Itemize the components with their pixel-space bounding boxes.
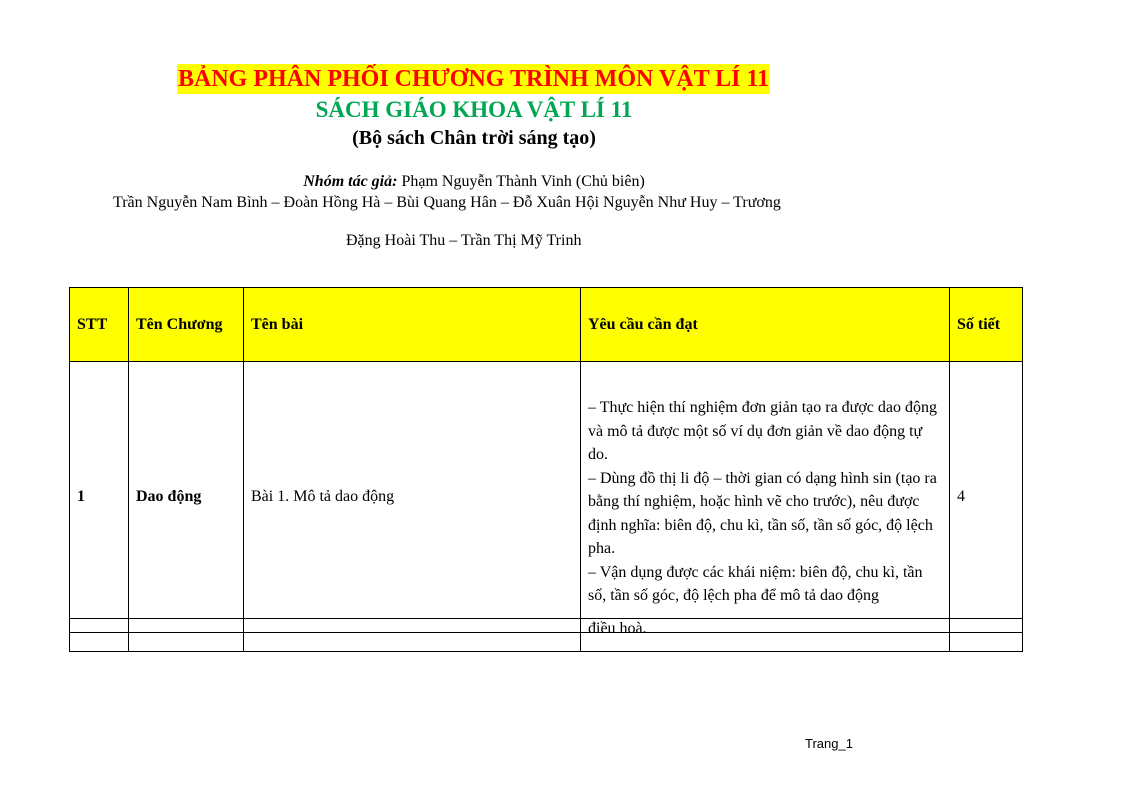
page-number: Trang_1	[805, 736, 853, 751]
authors-line-1	[0, 172, 948, 192]
authors-line-3: Đặng Hoài Thu – Trần Thị Mỹ Trinh	[346, 232, 582, 249]
authors-label: Nhóm tác giả:	[303, 173, 398, 190]
requirement-item: – Dùng đồ thị li độ – thời gian có dạng hình sin (tạo ra bằng thí nghiệm, hoặc hình vẽ cho trước), nêu được định nghĩa: biên độ, chu kì, tần số, tần số góc, độ lệch pha.	[588, 469, 937, 557]
header-lesson: Tên bài	[244, 288, 581, 362]
chief-editor: Phạm Nguyễn Thành Vinh (Chủ biên)	[397, 173, 645, 190]
header-periods: Số tiết	[950, 288, 1023, 362]
cell-chapter: Dao động	[129, 362, 244, 633]
authors-line-2: Trần Nguyễn Nam Bình – Đoàn Hồng Hà – Bùi Quang Hân – Đỗ Xuân Hội Nguyễn Như Huy – Trương	[113, 194, 781, 211]
header-chapter: Tên Chương	[129, 288, 244, 362]
header-requirements: Yêu cầu cần đạt	[581, 288, 950, 362]
program-table-continuation	[69, 618, 1023, 652]
cell-stt-empty	[70, 619, 129, 652]
book-series-subtitle: (Bộ sách Chân trời sáng tạo)	[352, 127, 596, 149]
table-row	[70, 362, 1023, 633]
cell-requirements-continued: điều hoà.	[581, 619, 950, 652]
program-table	[69, 287, 1023, 633]
cell-periods: 4	[950, 362, 1023, 633]
cell-stt: 1	[70, 362, 129, 633]
document-title: BẢNG PHÂN PHỐI CHƯƠNG TRÌNH MÔN VẬT LÍ 11	[178, 66, 770, 92]
requirement-item: – Vận dụng được các khái niệm: biên độ, chu kì, tần số, tần số góc, độ lệch pha để mô tả dao động	[588, 563, 923, 604]
header-stt: STT	[70, 288, 129, 362]
cell-chapter-empty	[129, 619, 244, 652]
cell-lesson-empty	[244, 619, 581, 652]
requirement-item: – Thực hiện thí nghiệm đơn giản tạo ra được dao động và mô tả được một số ví dụ đơn giản về dao động tự do.	[588, 399, 938, 463]
table-row	[70, 619, 1023, 652]
textbook-title: SÁCH GIÁO KHOA VẬT LÍ 11	[315, 97, 633, 122]
cell-lesson: Bài 1. Mô tả dao động	[244, 362, 581, 633]
cell-periods-empty	[950, 619, 1023, 652]
cell-requirements	[581, 362, 950, 633]
table-header-row	[70, 288, 1023, 362]
